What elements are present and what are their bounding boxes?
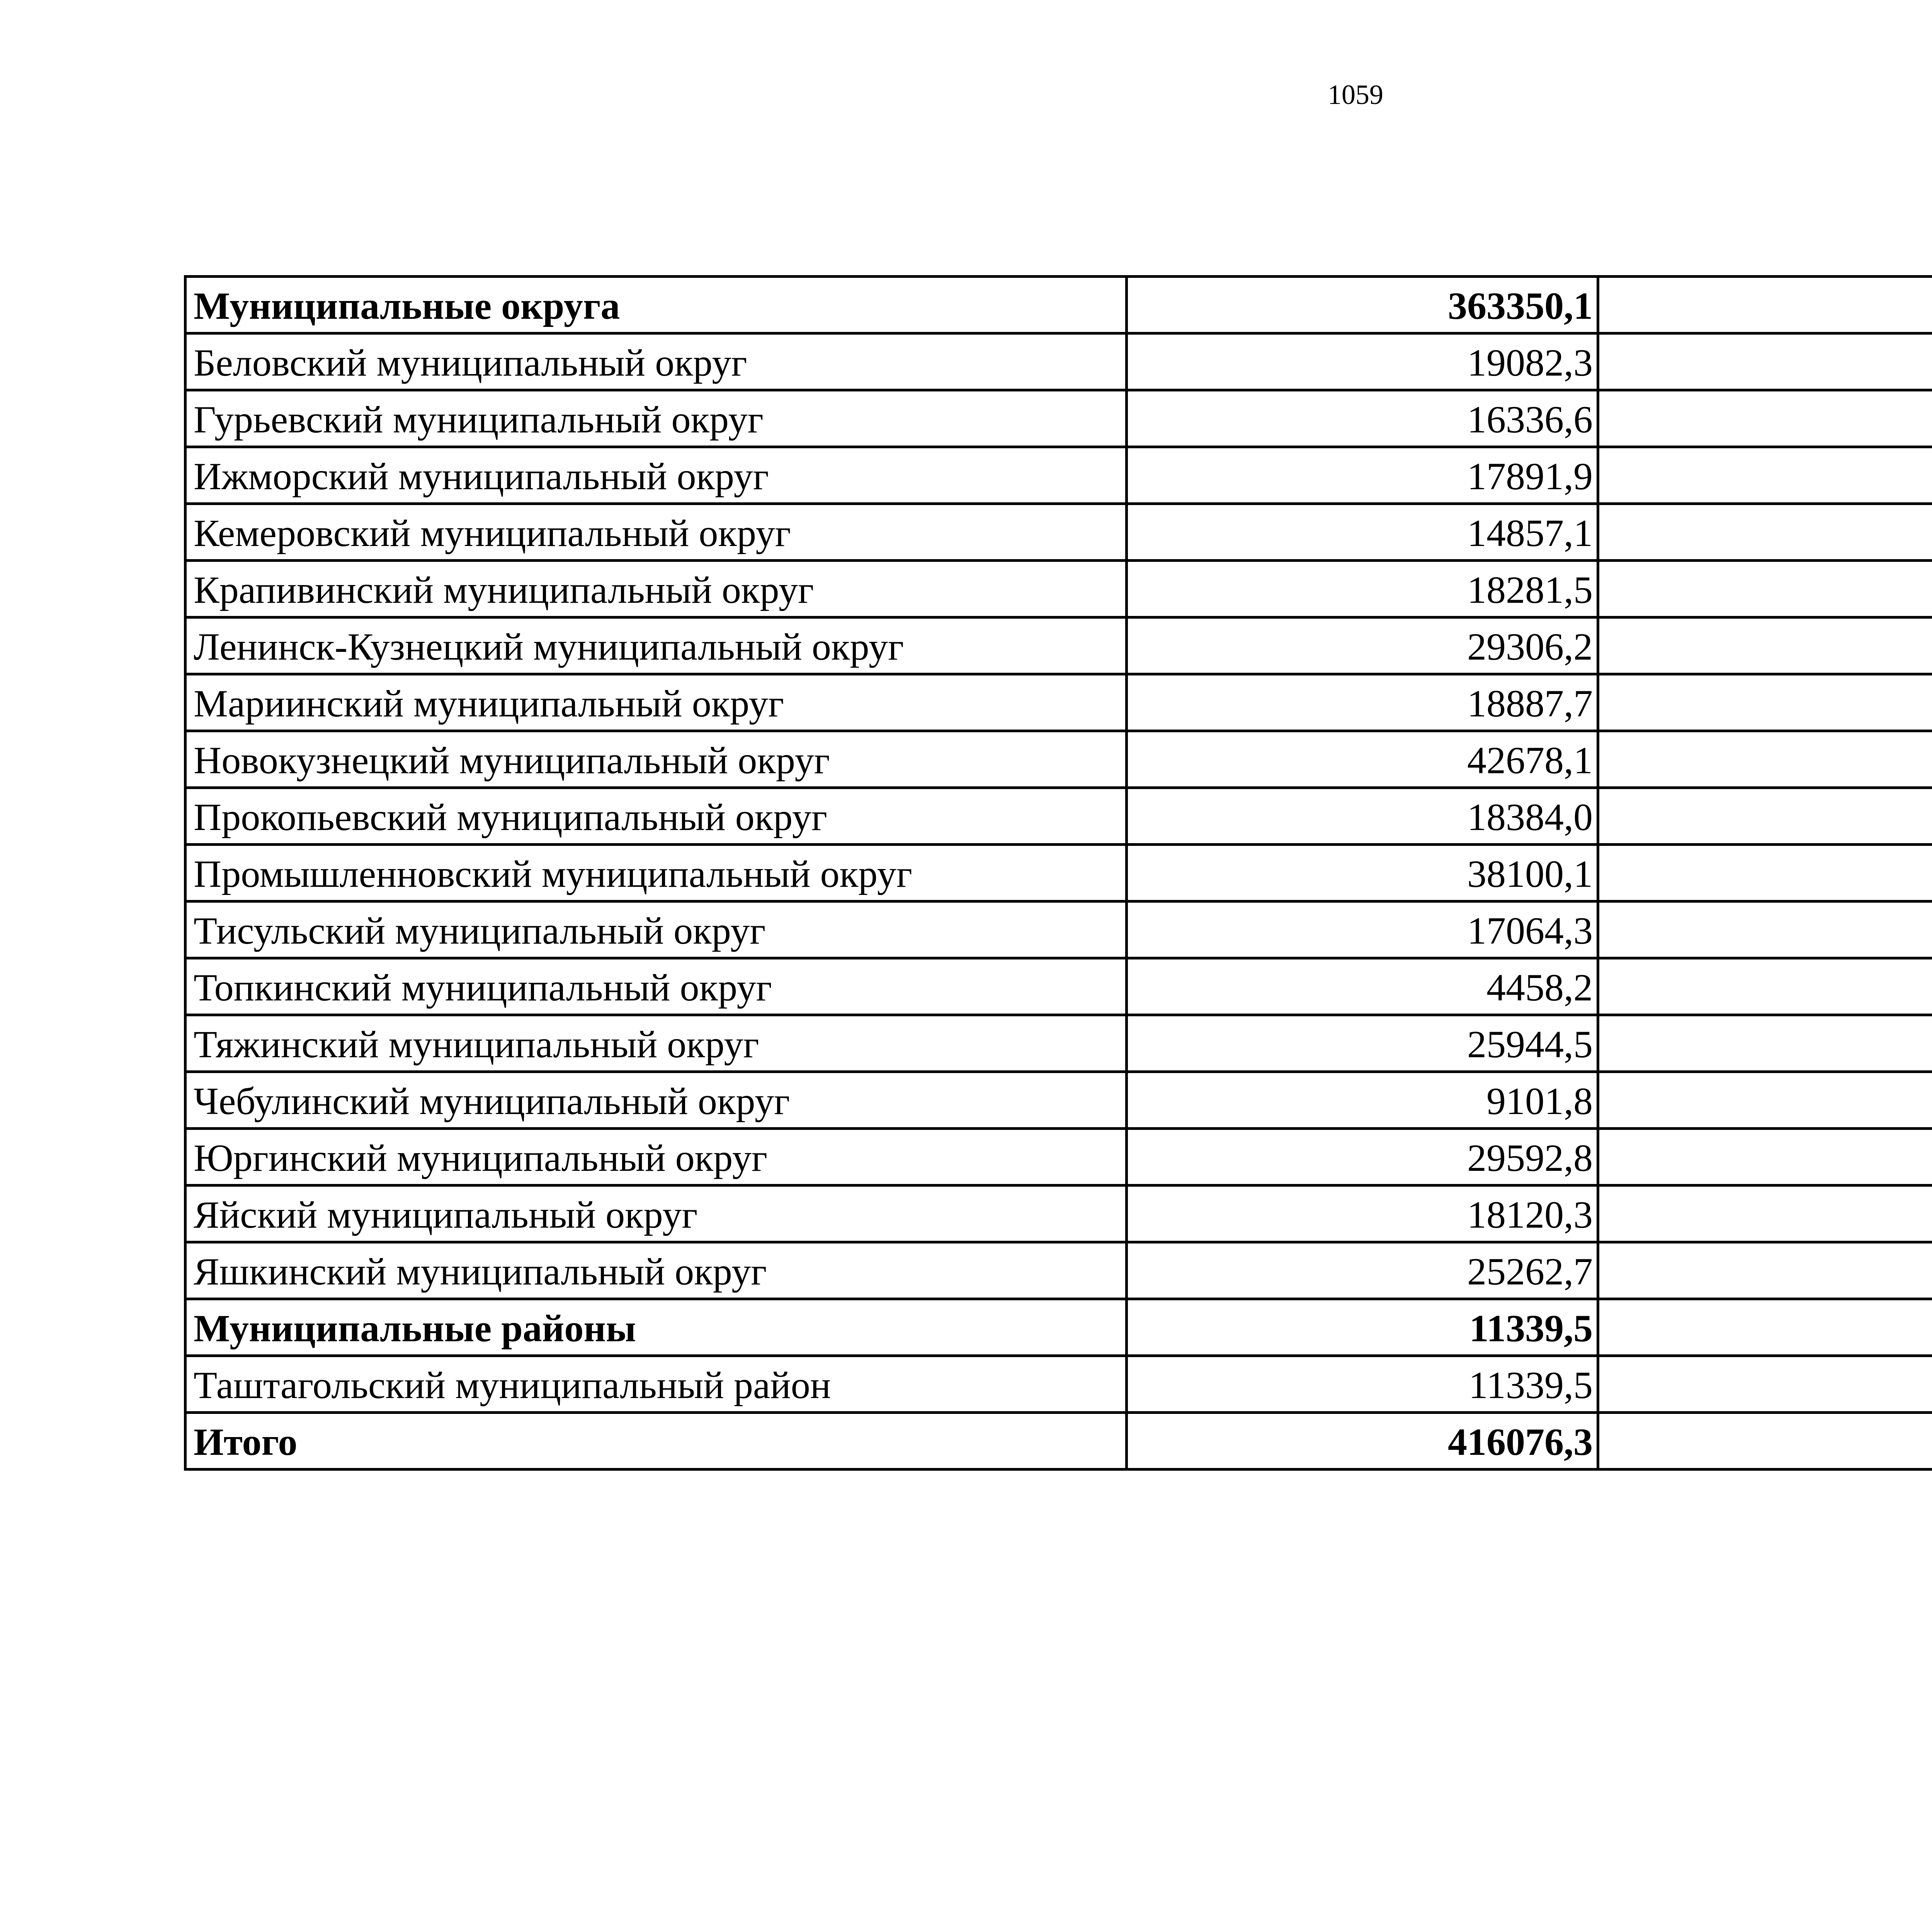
row-value-1-cell: 17891,9 [1127, 447, 1598, 504]
row-value-1-cell: 11339,5 [1127, 1299, 1598, 1356]
row-value-2-cell [1598, 1356, 1932, 1413]
row-value-1-cell: 14857,1 [1127, 504, 1598, 561]
row-name-cell: Новокузнецкий муниципальный округ [185, 731, 1127, 788]
row-value-1-cell: 18120,3 [1127, 1186, 1598, 1242]
row-value-1-cell: 363350,1 [1127, 277, 1598, 333]
table-row [185, 1186, 1932, 1242]
row-name-cell: Ленинск-Кузнецкий муниципальный округ [185, 617, 1127, 674]
row-value-2-cell [1598, 731, 1932, 788]
row-value-2-cell [1598, 333, 1932, 390]
table-row [185, 1072, 1932, 1129]
table-row [185, 788, 1932, 845]
table-row [185, 674, 1932, 731]
table-row [185, 1356, 1932, 1413]
row-value-2-cell [1598, 1242, 1932, 1299]
row-name-cell: Беловский муниципальный округ [185, 333, 1127, 390]
table-row [185, 390, 1932, 447]
row-value-2-cell [1598, 447, 1932, 504]
data-table [184, 275, 1932, 1471]
row-value-2-cell [1598, 277, 1932, 333]
table-row [185, 1015, 1932, 1072]
row-name-cell: Ижморский муниципальный округ [185, 447, 1127, 504]
page-number: 1059 [1328, 79, 1383, 110]
table-row [185, 731, 1932, 788]
row-value-1-cell: 18887,7 [1127, 674, 1598, 731]
row-value-1-cell: 42678,1 [1127, 731, 1598, 788]
row-name-cell: Муниципальные округа [185, 277, 1127, 333]
table-row [185, 1242, 1932, 1299]
row-value-2-cell [1598, 1072, 1932, 1129]
row-value-1-cell: 19082,3 [1127, 333, 1598, 390]
row-name-cell: Топкинский муниципальный округ [185, 958, 1127, 1015]
row-value-1-cell: 38100,1 [1127, 845, 1598, 902]
row-value-1-cell: 29592,8 [1127, 1129, 1598, 1186]
table-row [185, 845, 1932, 902]
row-name-cell: Яйский муниципальный округ [185, 1186, 1127, 1242]
table-row-subtotal [185, 1413, 1932, 1470]
row-value-2-cell [1598, 1015, 1932, 1072]
row-value-1-cell: 11339,5 [1127, 1356, 1598, 1413]
row-name-cell: Тисульский муниципальный округ [185, 902, 1127, 958]
table-row [185, 447, 1932, 504]
row-value-2-cell [1598, 1299, 1932, 1356]
row-value-2-cell [1598, 845, 1932, 902]
row-value-1-cell: 25262,7 [1127, 1242, 1598, 1299]
table-row [185, 504, 1932, 561]
row-value-1-cell: 25944,5 [1127, 1015, 1598, 1072]
row-value-2-cell [1598, 617, 1932, 674]
row-name-cell: Мариинский муниципальный округ [185, 674, 1127, 731]
row-value-1-cell: 17064,3 [1127, 902, 1598, 958]
table-row [185, 958, 1932, 1015]
row-value-2-cell [1598, 788, 1932, 845]
row-name-cell: Таштагольский муниципальный район [185, 1356, 1127, 1413]
row-name-cell: Юргинский муниципальный округ [185, 1129, 1127, 1186]
row-value-1-cell: 18281,5 [1127, 561, 1598, 617]
row-name-cell: Промышленновский муниципальный округ [185, 845, 1127, 902]
row-name-cell: Прокопьевский муниципальный округ [185, 788, 1127, 845]
row-value-1-cell: 4458,2 [1127, 958, 1598, 1015]
row-name-cell: Итого [185, 1413, 1127, 1470]
row-name-cell: Гурьевский муниципальный округ [185, 390, 1127, 447]
table-row-subtotal [185, 277, 1932, 333]
table-body [185, 277, 1932, 1470]
row-value-2-cell [1598, 674, 1932, 731]
row-value-1-cell: 416076,3 [1127, 1413, 1598, 1470]
row-name-cell: Крапивинский муниципальный округ [185, 561, 1127, 617]
row-value-1-cell: 18384,0 [1127, 788, 1598, 845]
row-value-2-cell [1598, 390, 1932, 447]
row-value-2-cell [1598, 958, 1932, 1015]
table-row [185, 617, 1932, 674]
row-value-2-cell [1598, 561, 1932, 617]
row-value-2-cell [1598, 1186, 1932, 1242]
table-row-subtotal [185, 1299, 1932, 1356]
row-value-1-cell: 9101,8 [1127, 1072, 1598, 1129]
row-value-1-cell: 16336,6 [1127, 390, 1598, 447]
row-name-cell: Тяжинский муниципальный округ [185, 1015, 1127, 1072]
row-name-cell: Муниципальные районы [185, 1299, 1127, 1356]
table-row [185, 561, 1932, 617]
row-value-1-cell: 29306,2 [1127, 617, 1598, 674]
table-row [185, 1129, 1932, 1186]
row-value-2-cell [1598, 504, 1932, 561]
row-value-2-cell [1598, 1413, 1932, 1470]
row-value-2-cell [1598, 1129, 1932, 1186]
row-name-cell: Чебулинский муниципальный округ [185, 1072, 1127, 1129]
table-row [185, 902, 1932, 958]
table-row [185, 333, 1932, 390]
row-name-cell: Кемеровский муниципальный округ [185, 504, 1127, 561]
row-value-2-cell [1598, 902, 1932, 958]
row-name-cell: Яшкинский муниципальный округ [185, 1242, 1127, 1299]
